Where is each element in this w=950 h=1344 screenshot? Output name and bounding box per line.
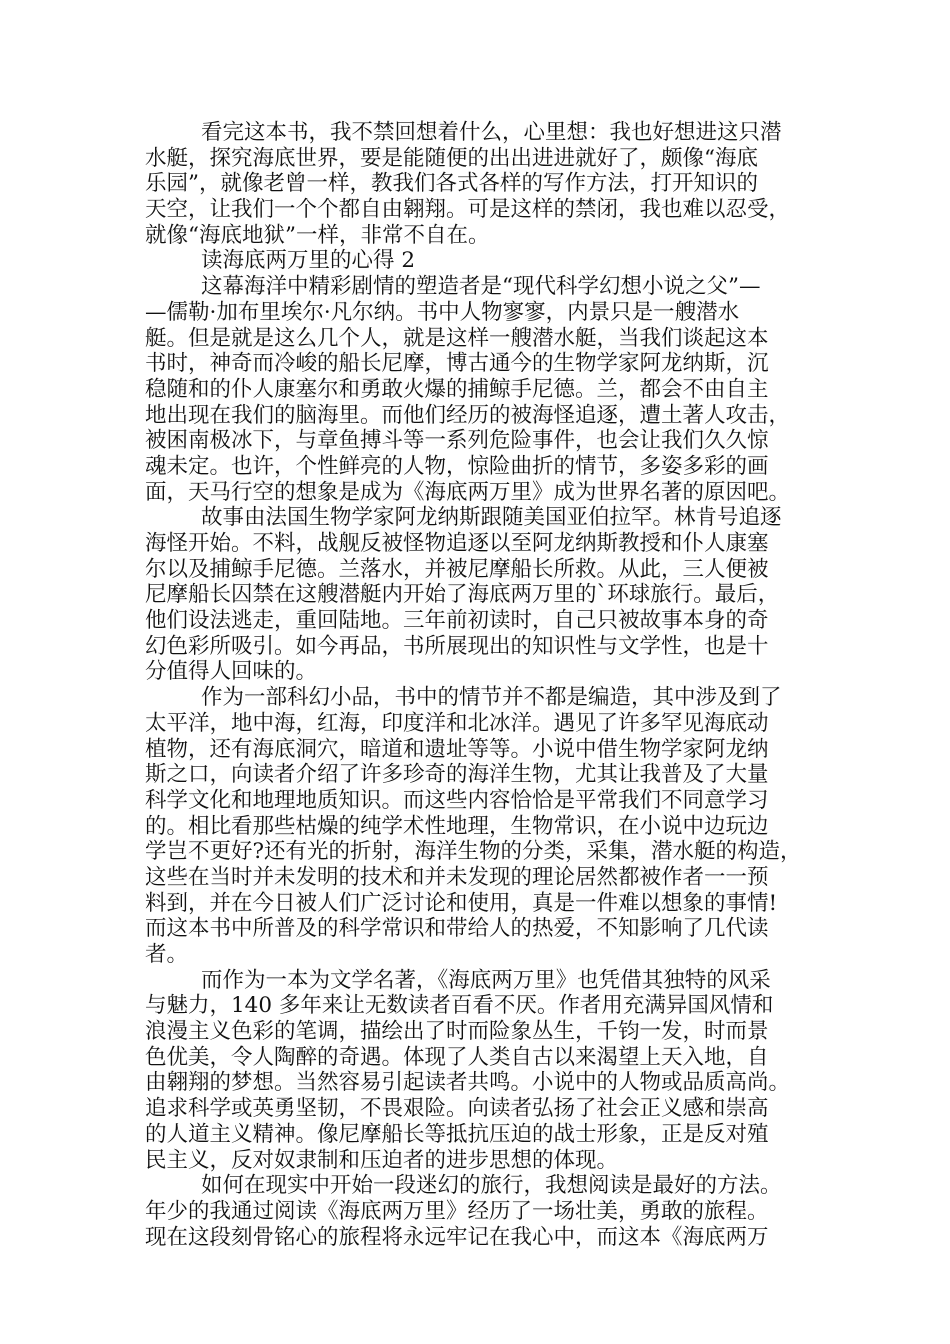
text-line: 魂未定。也许，个性鲜亮的人物，惊险曲折的情节，多姿多彩的画 (145, 453, 769, 479)
text-line: 就像“海底地狱”一样，非常不自在。 (145, 222, 490, 248)
text-line: 浪漫主义色彩的笔调，描绘出了时而险象丛生，千钧一发，时而景 (145, 1019, 769, 1045)
text-line: 幻色彩所吸引。如今再品，书所展现出的知识性与文学性，也是十 (145, 633, 769, 659)
text-line: 读海底两万里的心得 2 (201, 248, 416, 274)
text-line: 天空，让我们一个个都自由翱翔。可是这样的禁闭，我也难以忍受， (145, 197, 791, 223)
text-line: 分值得人回味的。 (145, 659, 318, 685)
text-line: 故事由法国生物学家阿龙纳斯跟随美国亚伯拉罕。林肯号追逐 (201, 505, 782, 531)
text-line: 面，天马行空的想象是成为《海底两万里》成为世界名著的原因吧。 (145, 479, 791, 505)
text-line: 作为一部科幻小品，书中的情节并不都是编造，其中涉及到了 (201, 685, 782, 711)
text-line: 色优美，令人陶醉的奇遇。体现了人类自古以来渴望上天入地，自 (145, 1044, 769, 1070)
text-line: 乐园”，就像老曾一样，教我们各式各样的写作方法，打开知识的 (145, 171, 758, 197)
text-line: 植物，还有海底洞穴，暗道和遗址等等。小说中借生物学家阿龙纳 (145, 736, 769, 762)
text-line: 稳随和的仆人康塞尔和勇敢火爆的捕鲸手尼德。兰，都会不由自主 (145, 376, 769, 402)
text-line: 而这本书中所普及的科学常识和带给人的热爱，不知影响了几代读 (145, 916, 769, 942)
text-line: 尼摩船长囚禁在这艘潜艇内开始了海底两万里的`环球旅行。最后， (145, 582, 780, 608)
text-line: 的。相比看那些枯燥的纯学术性地理，生物常识，在小说中边玩边 (145, 813, 769, 839)
text-line: 由翱翔的梦想。当然容易引起读者共鸣。小说中的人物或品质高尚。 (145, 1070, 791, 1096)
text-line: 被困南极冰下，与章鱼搏斗等一系列危险事件，也会让我们久久惊 (145, 428, 769, 454)
text-line: 这幕海洋中精彩剧情的塑造者是“现代科学幻想小说之父”— (201, 274, 761, 300)
text-line: 的人道主义精神。像尼摩船长等抵抗压迫的战士形象，正是反对殖 (145, 1121, 769, 1147)
text-line: 斯之口，向读者介绍了许多珍奇的海洋生物，尤其让我普及了大量 (145, 762, 769, 788)
text-line: 学岂不更好?还有光的折射，海洋生物的分类，采集，潜水艇的构造， (145, 839, 802, 865)
text-line: 海怪开始。不料，战舰反被怪物追逐以至阿龙纳斯教授和仆人康塞 (145, 531, 769, 556)
text-line: 地出现在我们的脑海里。而他们经历的被海怪追逐，遭土著人攻击， (145, 402, 791, 428)
text-line: 与魅力，140 多年来让无数读者百看不厌。作者用充满异国风情和 (145, 993, 774, 1019)
text-line: 这些在当时并未发明的技术和并未发现的理论居然都被作者一一预 (145, 864, 769, 890)
text-line: 而作为一本为文学名著，《海底两万里》也凭借其独特的风采 (201, 967, 771, 993)
text-line: 艇。但是就是这么几个人，就是这样一艘潜水艇，当我们谈起这本 (145, 325, 769, 351)
text-line: 看完这本书，我不禁回想着什么，心里想：我也好想进这只潜 (201, 120, 782, 145)
document-page (145, 120, 817, 1250)
text-line: 书时，神奇而冷峻的船长尼摩，博古通今的生物学家阿龙纳斯，沉 (145, 351, 769, 377)
text-line: 民主义，反对奴隶制和压迫者的进步思想的体现。 (145, 1147, 619, 1173)
text-line: 尔以及捕鲸手尼德。兰落水，并被尼摩船长所救。从此，三人便被 (145, 556, 769, 582)
text-line: —儒勒·加布里埃尔·凡尔纳。书中人物寥寥，内景只是一艘潜水 (145, 299, 740, 325)
text-line: 水艇，探究海底世界，要是能随便的出出进进就好了，颇像“海底 (145, 145, 758, 171)
text-line: 追求科学或英勇坚韧，不畏艰险。向读者弘扬了社会正义感和崇高 (145, 1096, 769, 1122)
text-line: 现在这段刻骨铭心的旅程将永远牢记在我心中，而这本《海底两万 (145, 1224, 769, 1250)
text-line: 太平洋，地中海，红海，印度洋和北冰洋。遇见了许多罕见海底动 (145, 710, 769, 736)
text-line: 如何在现实中开始一段迷幻的旅行，我想阅读是最好的方法。 (201, 1173, 782, 1199)
text-line: 者。 (145, 942, 189, 967)
text-line: 他们设法逃走，重回陆地。三年前初读时，自己只被故事本身的奇 (145, 608, 769, 634)
text-line: 科学文化和地理地质知识。而这些内容恰恰是平常我们不同意学习 (145, 787, 769, 813)
text-line: 年少的我通过阅读《海底两万里》经历了一场壮美，勇敢的旅程。 (145, 1198, 769, 1224)
text-line: 料到，并在今日被人们广泛讨论和使用，真是一件难以想象的事情! (145, 890, 778, 916)
